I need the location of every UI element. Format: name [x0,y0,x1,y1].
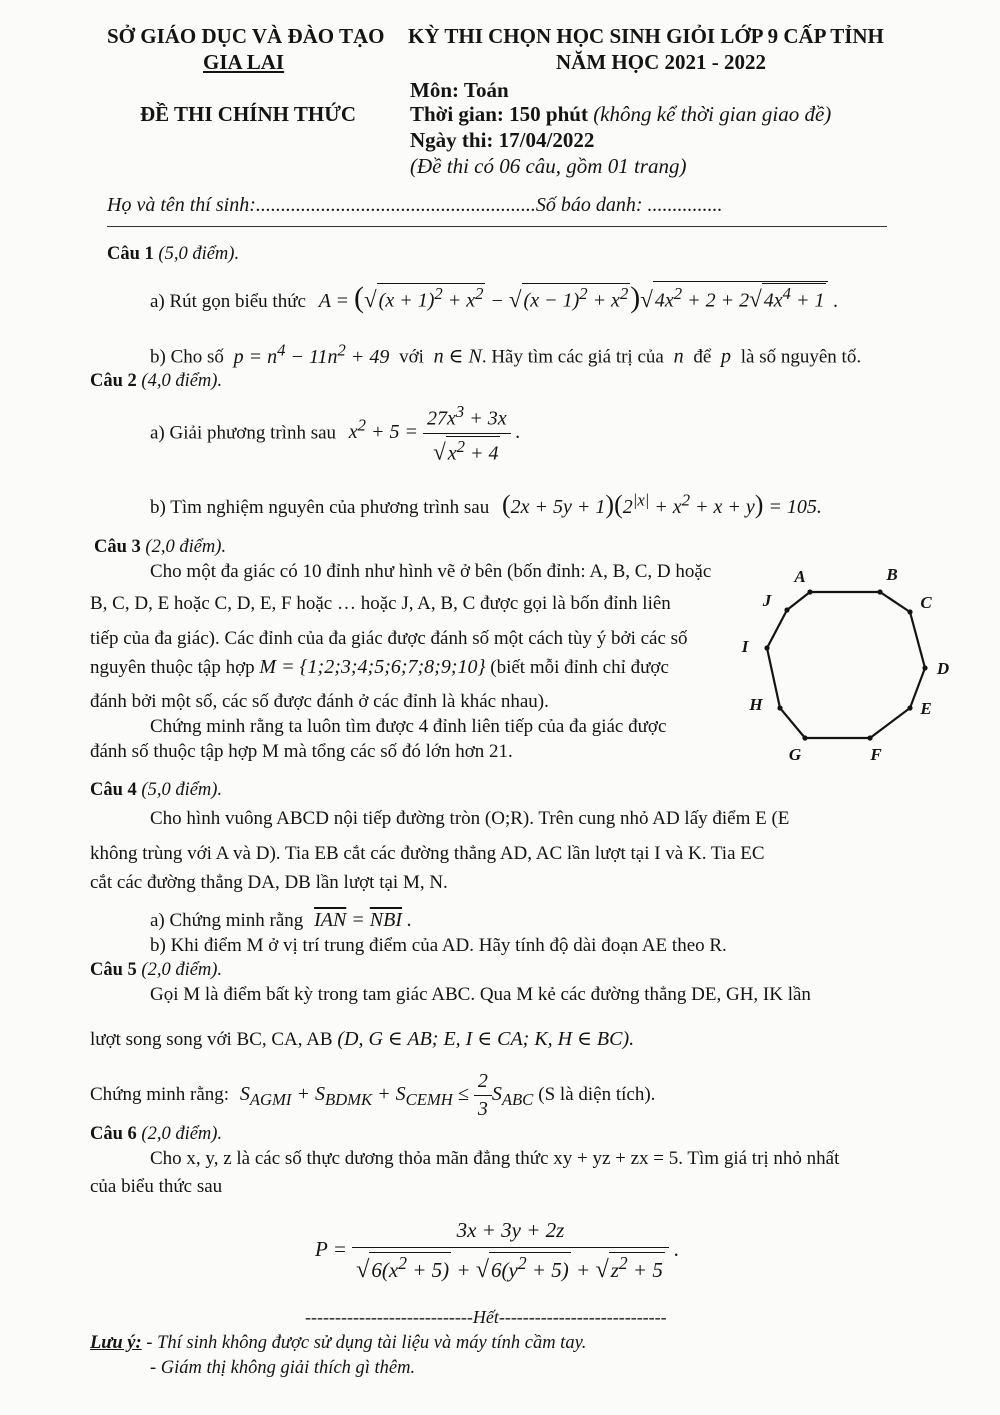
q3-set: M = {1;2;3;4;5;6;7;8;9;10} [259,656,486,678]
department-name: SỞ GIÁO DỤC VÀ ĐÀO TẠO [107,24,385,48]
vertex-label-c: C [920,593,932,612]
q1b-text3: . Hãy tìm các giá trị của [481,346,664,368]
q5-prove [90,1070,655,1121]
decagon-figure [741,560,950,764]
footer-note1-text: - Thí sinh không được sử dụng tài liệu và máy tính cầm tay. [146,1333,587,1353]
footer-note-label: Lưu ý: [90,1333,142,1353]
q5-line2b: (D, G ∈ AB; E, I ∈ CA; K, H ∈ BC). [337,1028,635,1050]
q6-line1: Cho x, y, z là các số thực dương thỏa mãn đẳng thức xy + yz + zx = 5. Tìm giá trị nhỏ nhất [150,1148,840,1169]
q1b-var-p: p [716,345,737,368]
q1b-text1: b) Cho số [150,346,224,368]
q6-points: (2,0 điểm). [141,1124,223,1144]
vertex-dot-d [922,665,927,670]
school-year: NĂM HỌC 2021 - 2022 [556,50,766,74]
time-label: Thời gian: 150 phút [410,102,588,126]
q4a-text: a) Chứng minh rằng [150,910,304,931]
footer-note-1 [90,1333,586,1354]
header-rule [107,226,887,227]
vertex-dot-i [764,645,769,650]
q3-line4a: nguyên thuộc tập hợp [90,657,255,678]
vertex-dot-h [777,705,782,710]
q1a-text: a) Rút gọn biểu thức [150,291,306,312]
q4-line1: Cho hình vuông ABCD nội tiếp đường tròn (O;R). Trên cung nhỏ AD lấy điểm E (E [150,808,790,829]
vertex-dot-c [907,609,912,614]
q1b-formula: $p = n^4 - 11n^2 + 49$ [228,340,395,368]
q4a [150,909,412,932]
q1a-formula: A = (√ $(x + 1)^2 + x^2$ − √ $(x - 1)^2 + x^2)√$ $4x^2 + 2 + 2√$ $4x^4 + 1$ . [318,281,839,314]
vertex-label-j: J [762,591,772,610]
vertex-dot-g [802,735,807,740]
q3-line2: B, C, D, E hoặc C, D, E, F hoặc … hoặc J, A, B, C được gọi là bốn đỉnh liên [90,593,671,614]
q3-line7: đánh số thuộc tập hợp M mà tổng các số đó lớn hơn 21. [90,741,513,762]
exam-date: Ngày thi: 17/04/2022 [410,128,595,152]
pages-note: (Đề thi có 06 câu, gồm 01 trang) [410,154,687,178]
vertex-label-b: B [886,565,898,584]
q3-points: (2,0 điểm). [145,537,227,557]
q4-line2: không trùng với A và D). Tia EB cắt các đường thẳng AD, AC lần lượt tại I và K. Tia EC [90,843,765,864]
q4-heading [90,780,222,801]
province-name: GIA LAI [203,50,285,74]
official-exam-label: ĐỀ THI CHÍNH THỨC [140,102,357,126]
q1-heading [107,244,239,265]
q6-heading [90,1124,222,1145]
q4-points: (5,0 điểm). [141,780,223,800]
q2a [150,402,521,465]
subject: Môn: Toán [410,78,509,102]
q2-heading [90,371,222,392]
q2-points: (4,0 điểm). [141,371,223,391]
q1b-text4: để [693,346,712,368]
q2b [150,490,822,520]
q6-title: Câu 6 [90,1124,137,1144]
q2-title: Câu 2 [90,371,137,391]
q5-line2 [90,1026,634,1051]
q3-line5: đánh bởi một số, các số được đánh ở các đỉnh là khác nhau). [90,691,549,712]
q2b-text: b) Tìm nghiệm nguyên của phương trình sau [150,497,490,518]
q3-line4b: (biết mỗi đỉnh chỉ được [490,657,669,678]
q5-line1: Gọi M là điểm bất kỳ trong tam giác ABC. Qua M kẻ các đường thẳng DE, GH, IK lần [150,984,811,1005]
q5-prove-text: Chứng minh rằng: [90,1084,230,1106]
q3-line6: Chứng minh rằng ta luôn tìm được 4 đỉnh liên tiếp của đa giác được [150,716,667,737]
vertex-dot-j [784,607,789,612]
q6-formula: P = $\frac{3x + 3y + 2z}{√6(x^2 + 5) + √6(y^2 + 5) + √z^2 + 5}$ . [315,1218,680,1283]
time-line [410,102,831,127]
vertex-dot-e [907,705,912,710]
exam-title: KỲ THI CHỌN HỌC SINH GIỎI LỚP 9 CẤP TỈNH [408,24,884,48]
vertex-label-i: I [741,637,749,656]
vertex-label-d: D [936,659,950,678]
q5-points: (2,0 điểm). [141,960,223,980]
q3-line3: tiếp của đa giác). Các đỉnh của đa giác được đánh số một cách tùy ý bởi các số [90,628,688,649]
q1b [150,340,861,369]
q2b-formula: $(2x + 5y + 1)(2^{|x|} + x^2 + x + y) = 105$. [502,490,822,519]
vertex-dot-a [807,589,812,594]
q5-note: (S là diện tích). [538,1084,656,1106]
q3-line1: Cho một đa giác có 10 đỉnh như hình vẽ ở bên (bốn đỉnh: A, B, C, D hoặc [150,561,712,582]
q3-title: Câu 3 [94,537,141,557]
footer-note-2: - Giám thị không giải thích gì thêm. [150,1358,416,1378]
q1b-var-n: n [668,345,689,368]
end-divider: ----------------------------Hết---------------------------- [305,1307,667,1327]
q5-formula: $S_{AGMI} + S_{BDMK} + S_{CEMH}$ ≤ $\frac{2}{3}$ $S_{ABC}$ [239,1070,534,1120]
decagon-shape [767,592,925,738]
q1b-domain: n ∈ N [428,345,482,368]
q4b: b) Khi điểm M ở vị trí trung điểm của AD. Hãy tính độ dài đoạn AE theo R. [150,935,727,956]
vertex-dot-b [877,589,882,594]
q1b-text2: với [399,346,424,368]
q4a-formula: $\overline{IAN} = \overline{NBI}$ . [314,909,412,931]
vertex-label-f: F [870,745,882,764]
q1b-text5: là số nguyên tố. [740,346,862,368]
candidate-name-line: Họ và tên thí sinh:........................................................Số báo danh: ............... [107,194,723,216]
q5-title: Câu 5 [90,960,137,980]
q4-title: Câu 4 [90,780,137,800]
vertex-label-g: G [788,745,802,764]
vertex-label-a: A [794,567,806,586]
q3-line4 [90,656,669,679]
q5-line2a: lượt song song với BC, CA, AB [90,1029,333,1050]
q2a-text: a) Giải phương trình sau [150,422,337,444]
q4-line3: cắt các đường thẳng DA, DB lần lượt tại M, N. [90,872,448,893]
q1-title: Câu 1 [107,244,154,264]
vertex-dot-f [867,735,872,740]
vertex-label-e: E [920,699,932,718]
q1-points: (5,0 điểm). [158,244,240,264]
q6-line2: của biểu thức sau [90,1176,223,1197]
q2a-formula: $x^2 + 5$ = $\frac{27x^3 + 3x}{√ x^2 + 4}$ . [348,402,521,465]
q1a [150,281,838,315]
vertex-label-h: H [749,695,763,714]
q5-heading [90,960,222,981]
time-note: (không kể thời gian giao đề) [593,102,832,126]
q3-heading [94,537,226,558]
